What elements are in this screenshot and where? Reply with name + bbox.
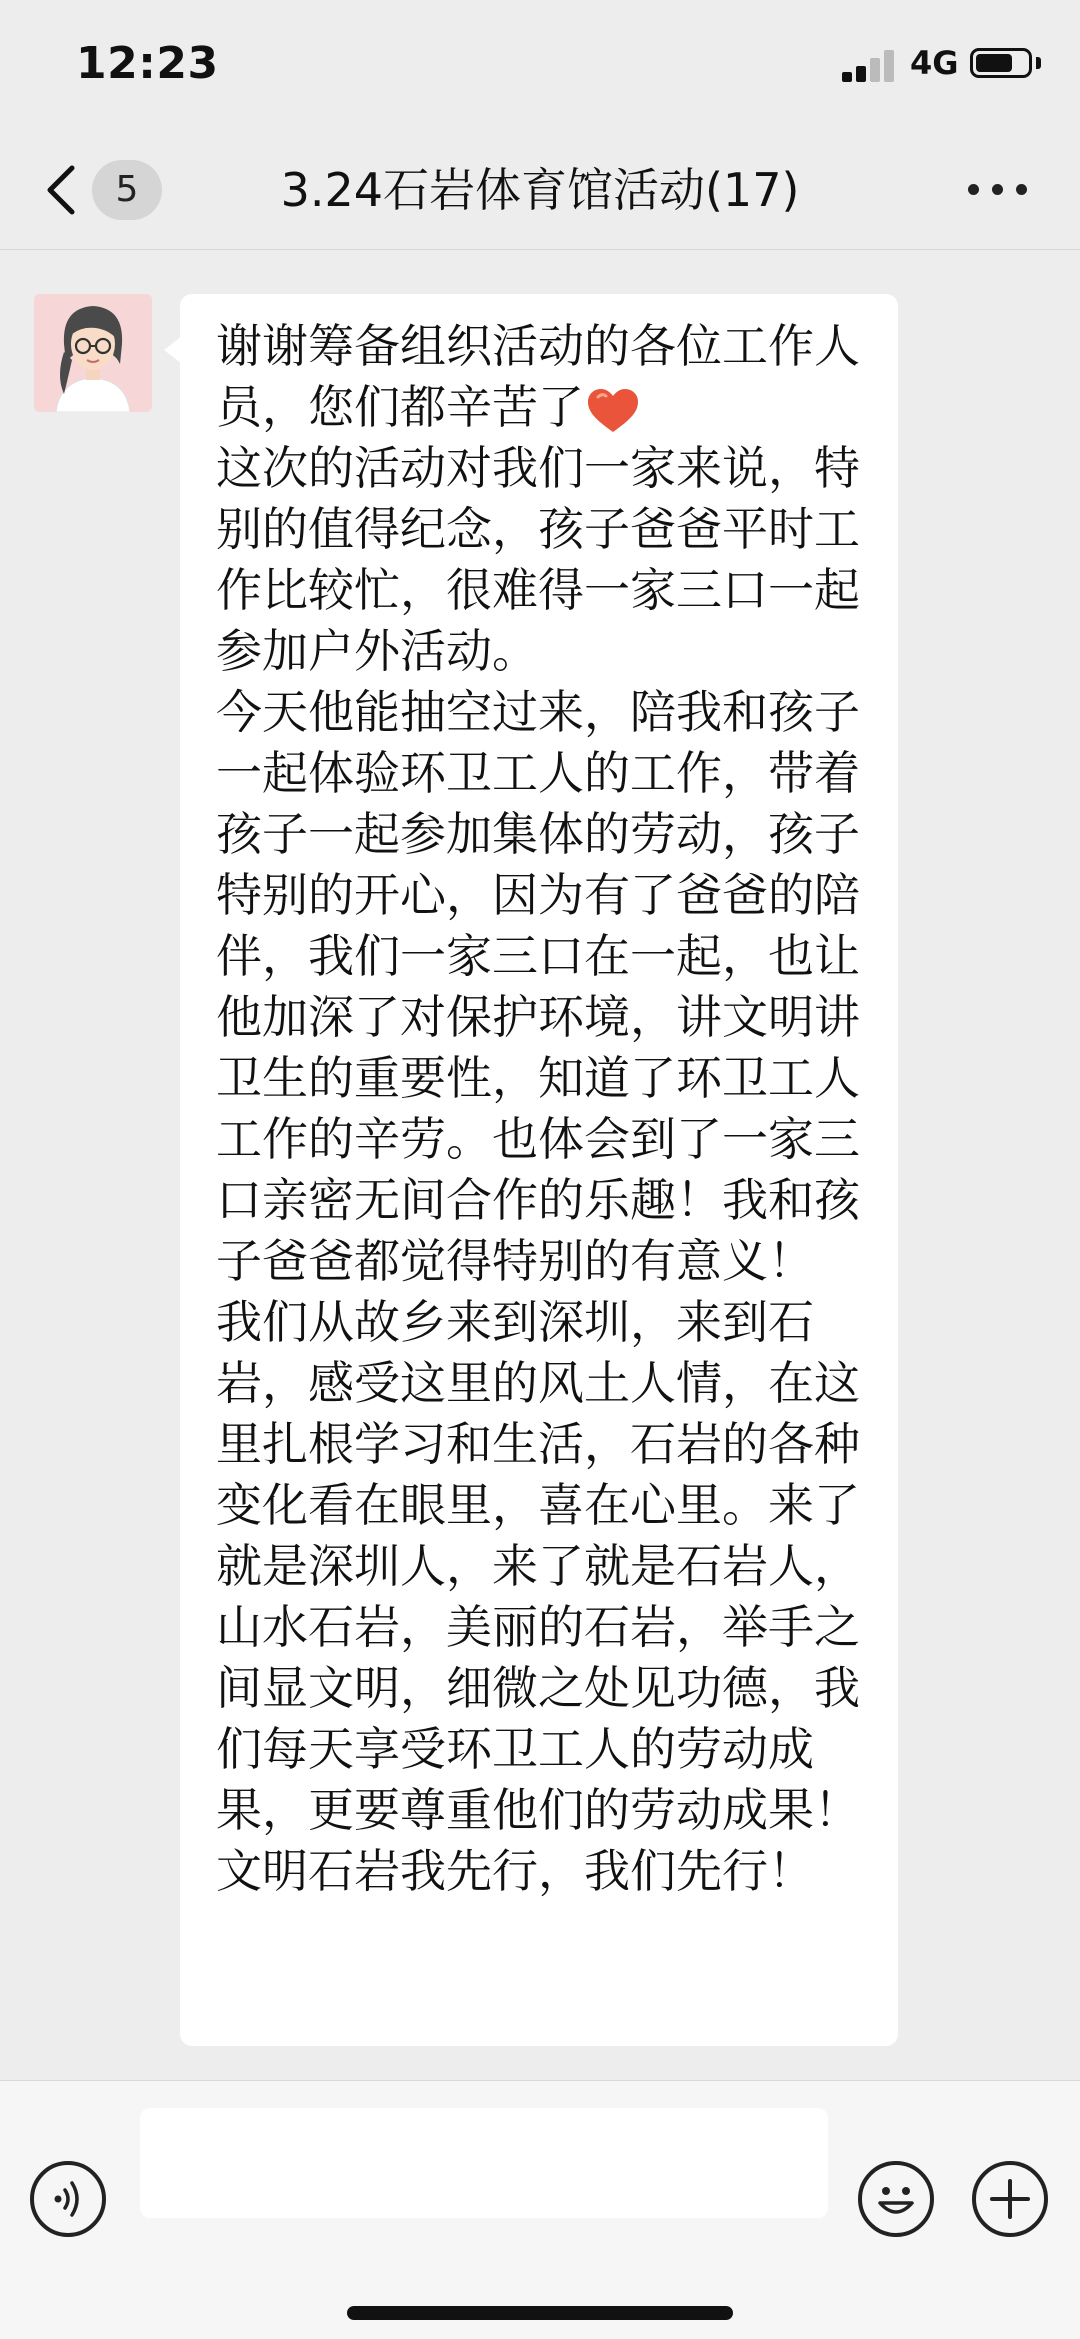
smiley-icon [862,2165,930,2233]
message-paragraph [216,316,868,438]
heart-emoji [586,387,640,435]
battery-icon [970,48,1032,78]
voice-icon [34,2165,102,2233]
back-button[interactable] [40,160,84,220]
message-paragraph: 这次的活动对我们一家来说，特别的值得纪念，孩子爸爸平时工作比较忙，很难得一家三口一起参加户外活动。 [216,441,860,678]
more-dots-icon [968,184,979,195]
message-bubble[interactable] [180,294,898,2046]
chat-header [0,130,1080,250]
message-input[interactable] [140,2108,828,2218]
message-paragraph: 今天他能抽空过来，陪我和孩子一起体验环卫工人的工作，带着孩子一起参加集体的劳动，孩子特别的开心，因为有了爸爸的陪伴，我们一家三口在一起，也让他加深了对保护环境，讲文明讲卫生的重要性，知道了环卫工人工作的辛劳。也体会到了一家三口亲密无间合作的乐趣！我和孩子爸爸都觉得特别的有意义！ [216,685,860,1288]
message-paragraph: 我们从故乡来到深圳，来到石岩，感受这里的风土人情，在这里扎根学习和生活，石岩的各种变化看在眼里，喜在心里。来了就是深圳人，来了就是石岩人，山水石岩，美丽的石岩，举手之间显文明，细微之处见功德，我们每天享受环卫工人的劳动成果，更要尊重他们的劳动成果！ [216,1295,860,1837]
status-time: 12:23 [76,38,219,89]
unread-count-badge[interactable]: 5 [92,160,162,220]
battery-tip [1036,57,1041,69]
more-button[interactable] [968,176,1028,204]
message-paragraph: 文明石岩我先行，我们先行！ [216,1844,814,1898]
more-dots-icon [1016,184,1027,195]
status-bar [0,0,1080,130]
chat-title: 3.24石岩体育馆活动(17) [280,163,800,217]
sender-avatar[interactable] [34,294,152,412]
more-dots-icon [992,184,1003,195]
message-paragraph-text: 谢谢筹备组织活动的各位工作人员，您们都辛苦了 [216,319,860,434]
signal-strength-icon [842,48,898,82]
chevron-left-icon [40,160,84,220]
home-indicator[interactable] [347,2306,733,2320]
network-type: 4G [910,44,959,82]
more-functions-button[interactable] [972,2161,1048,2237]
plus-icon [976,2165,1044,2233]
avatar-illustration [34,294,152,412]
message-text [216,316,868,1902]
voice-button[interactable] [30,2161,106,2237]
emoji-button[interactable] [858,2161,934,2237]
